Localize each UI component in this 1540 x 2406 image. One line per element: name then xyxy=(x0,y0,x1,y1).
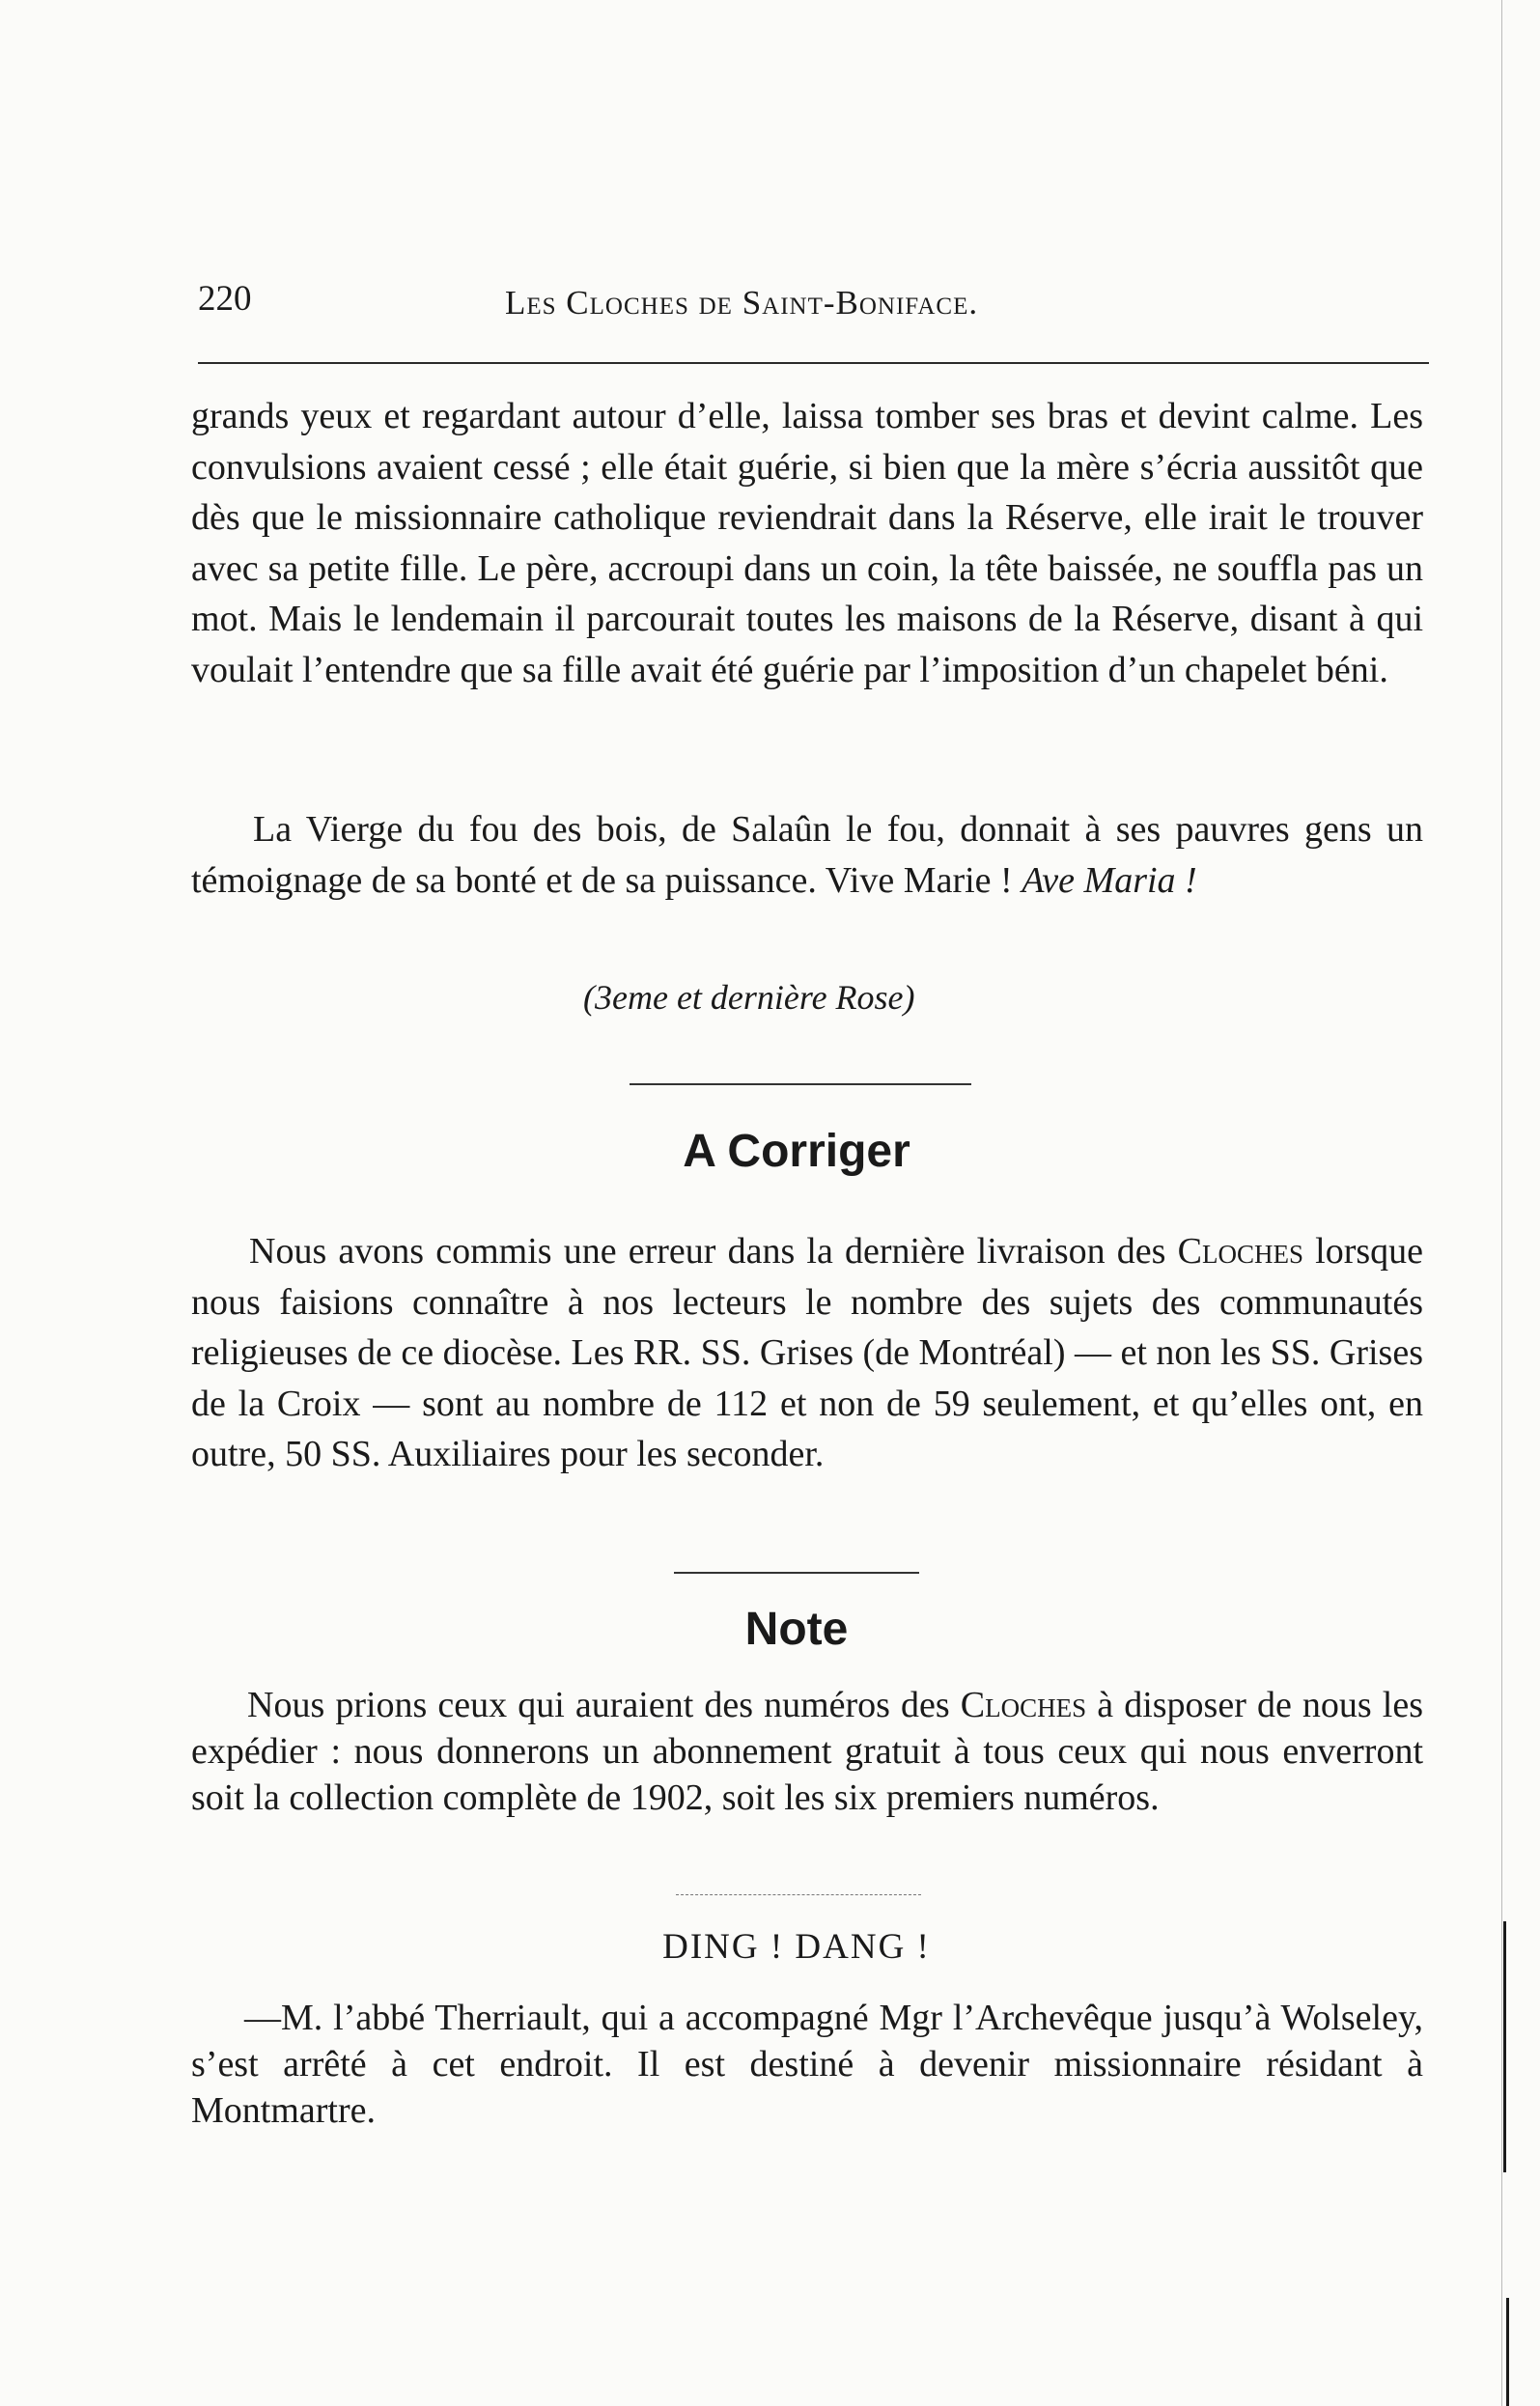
note-text-before: Nous prions ceux qui auraient des numéros des xyxy=(247,1685,950,1725)
paragraph-note xyxy=(191,1682,1423,1821)
heading-ding-dang: DING ! DANG ! xyxy=(662,1927,931,1967)
paragraph-ding-dang: —M. l’abbé Therriault, qui a accompagné Mgr l’Archevêque jusqu’à Wolseley, s’est arrêté à cet endroit. Il est destiné à devenir missionnaire résidant à Montmartre. xyxy=(191,1998,1423,2131)
cloches-smallcaps: Cloches xyxy=(960,1685,1087,1725)
running-title: Les Cloches de Saint-Boniface. xyxy=(505,284,979,322)
attribution: (3eme et dernière Rose) xyxy=(583,978,915,1017)
cloches-smallcaps: Cloches xyxy=(1177,1231,1303,1272)
paragraph-vierge-text: La Vierge du fou des bois, de Salaûn le fou, donnait à ses pauvres gens un témoignage de sa bonté et de sa puissance. Vive Marie ! xyxy=(191,809,1423,901)
corriger-text-after: lorsque nous faisions connaître à nos lecteurs le nombre des sujets des communautés religieuses de ce diocèse. Les RR. SS. Grises (de Montréal) — et non les SS. Grises de la Croix — sont au nombre de 112 et non de 59 seulement, et qu’elles ont, en outre, 50 SS. Auxiliaires pour les seconder. xyxy=(191,1231,1424,1474)
note-text-after: à disposer de nous les expédier : nous donnerons un abonnement gratuit à tous ceux qui nous enverront soit la collection complète de 1902, soit les six premiers numéros. xyxy=(191,1685,1423,1818)
page-edge-mark xyxy=(1503,1921,1506,2172)
section-divider xyxy=(630,1083,971,1085)
paragraph-vierge xyxy=(191,804,1423,906)
heading-a-corriger: A Corriger xyxy=(683,1126,910,1177)
heading-note: Note xyxy=(744,1604,849,1655)
running-header xyxy=(198,278,1429,326)
section-divider xyxy=(676,1894,921,1895)
page-edge-mark xyxy=(1506,2298,1509,2406)
section-divider xyxy=(674,1572,919,1574)
ave-maria-italic: Ave Maria ! xyxy=(1022,859,1197,901)
paragraph-healing-story: grands yeux et regardant autour d’elle, laissa tomber ses bras et devint calme. Les convulsions avaient cessé ; elle était guérie, si bien que la mère s’écria aussitôt que dès que le missionnaire catholique reviendrait dans la Réserve, elle irait le trouver avec sa petite fille. Le père, accroupi dans un coin, la tête baissée, ne souffla pas un mot. Mais le lendemain il parcourait toutes les maisons de la Réserve, disant à qui voulait l’entendre que sa fille avait été guérie par l’imposition d’un chapelet béni. xyxy=(191,396,1423,690)
page-number: 220 xyxy=(198,279,252,319)
paragraph-corriger xyxy=(191,1226,1423,1480)
header-rule xyxy=(198,362,1429,364)
page-edge-line xyxy=(1501,0,1502,2406)
corriger-text-before: Nous avons commis une erreur dans la dernière livraison des xyxy=(249,1231,1166,1272)
